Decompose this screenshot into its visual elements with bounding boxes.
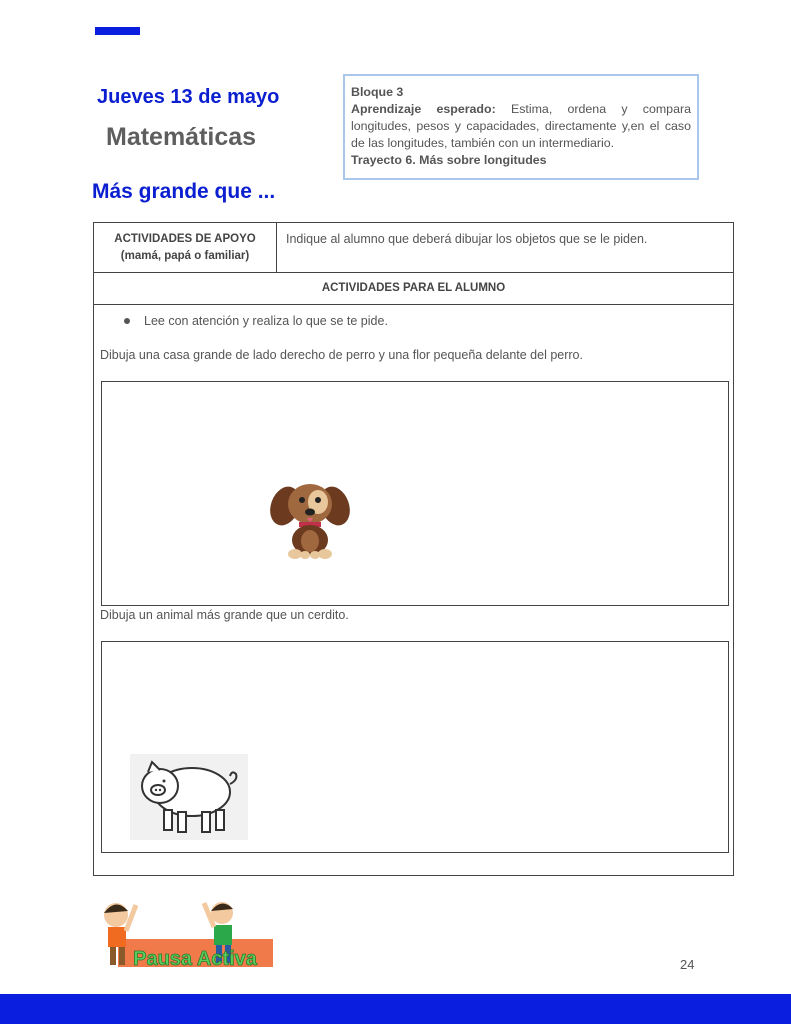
drawing-box-1[interactable] bbox=[101, 381, 729, 606]
bloque-name: Bloque 3 bbox=[351, 85, 404, 99]
instruction-1: Dibuja una casa grande de lado derecho de perro y una flor pequeña delante del perro. bbox=[100, 348, 583, 362]
bottom-accent-bar bbox=[0, 994, 791, 1024]
trayecto: Trayecto 6. Más sobre longitudes bbox=[351, 153, 547, 167]
pig-illustration-icon bbox=[130, 754, 248, 840]
aprendizaje-label: Aprendizaje esperado: bbox=[351, 102, 496, 116]
dog-illustration-icon bbox=[265, 478, 355, 560]
apoyo-text: Indique al alumno que deberá dibujar los objetos que se le piden. bbox=[286, 232, 648, 246]
subject-heading: Matemáticas bbox=[106, 123, 257, 151]
apoyo-label-line1: ACTIVIDADES DE APOYO bbox=[114, 233, 256, 245]
aprendizaje-text: Estima, ordena y compara longitudes, pesos y capacidades, directamente y,en el caso de las longitudes, también con un intermediario. bbox=[351, 102, 691, 150]
bullet-dot-icon bbox=[124, 318, 130, 324]
apoyo-row bbox=[94, 223, 733, 273]
bullet-text: Lee con atención y realiza lo que se te pide. bbox=[144, 314, 388, 328]
pausa-activa-text: Pausa Activa bbox=[133, 948, 257, 970]
pausa-activa-logo bbox=[98, 895, 278, 973]
alumno-header: ACTIVIDADES PARA EL ALUMNO bbox=[94, 273, 733, 305]
apoyo-label-line2: (mamá, papá o familiar) bbox=[120, 250, 250, 262]
top-accent-bar bbox=[95, 27, 140, 35]
activities-table bbox=[93, 222, 734, 876]
aprendizaje-paragraph bbox=[351, 101, 691, 152]
date-heading: Jueves 13 de mayo bbox=[97, 86, 280, 108]
page-number: 24 bbox=[680, 957, 695, 972]
bloque-info-box bbox=[343, 74, 699, 180]
drawing-box-2[interactable] bbox=[101, 641, 729, 853]
bullet-item bbox=[124, 314, 388, 328]
instruction-2: Dibuja un animal más grande que un cerdito. bbox=[100, 608, 349, 622]
lesson-title: Más grande que ... bbox=[92, 180, 276, 203]
apoyo-label bbox=[94, 223, 277, 272]
